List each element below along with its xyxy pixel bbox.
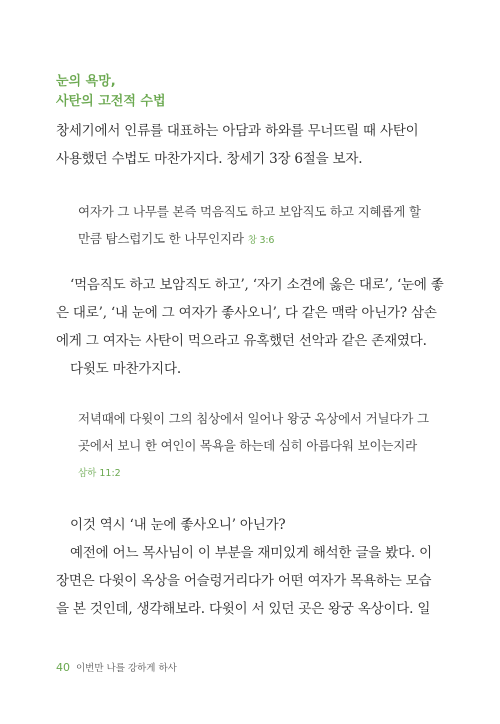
paragraph-2	[56, 271, 446, 383]
paragraph-line: 은 대로’, ‘내 눈에 그 여자가 좋사오니’, 다 같은 맥락 아닌가? 삼손	[56, 305, 437, 321]
paragraph-line: ‘먹음직도 하고 보암직도 하고’, ‘자기 소견에 옳은 대로’, ‘눈에 좋	[70, 277, 444, 293]
paragraph-line: 이것 역시 ‘내 눈에 좋사오니’ 아닌가?	[70, 517, 286, 533]
page-footer	[56, 660, 177, 674]
paragraph-line: 다윗도 마찬가지다.	[70, 361, 181, 377]
paragraph-line: 예전에 어느 목사님이 이 부분을 재미있게 해석한 글을 봤다. 이	[70, 545, 432, 561]
heading-line-1: 눈의 욕망,	[56, 74, 116, 89]
quote-line: 곳에서 보니 한 여인이 목욕을 하는데 심히 아름다워 보이는지라	[78, 438, 417, 453]
paragraph-line: 사용했던 수법도 마찬가지다. 창세기 3장 6절을 보자.	[56, 151, 363, 167]
running-title: 이번만 나를 강하게 하사	[76, 663, 177, 674]
paragraph-line: 창세기에서 인류를 대표하는 아담과 하와를 무너뜨릴 때 사탄이	[56, 123, 419, 139]
section-heading	[56, 72, 166, 112]
paragraph-line: 에게 그 여자는 사탄이 먹으라고 유혹했던 선악과 같은 존재였다.	[56, 333, 427, 349]
page-number: 40	[56, 661, 70, 674]
scripture-quote-2	[78, 405, 440, 459]
quote-line	[78, 225, 440, 254]
quote-line: 저녁때에 다윗이 그의 침상에서 일어나 왕궁 옥상에서 거닐다가 그	[78, 411, 429, 426]
scripture-reference: 창 3:6	[247, 235, 275, 246]
paragraph-1	[56, 117, 446, 173]
heading-line-2: 사탄의 고전적 수법	[56, 94, 166, 109]
paragraph-line: 장면은 다윗이 옥상을 어슬렁거리다가 어떤 여자가 목욕하는 모습	[56, 573, 432, 589]
quote-line-text: 만큼 탐스럽기도 한 나무인지라	[78, 231, 244, 246]
scripture-reference: 삼하 11:2	[78, 468, 121, 479]
paragraph-3	[56, 511, 446, 623]
scripture-quote-1	[78, 198, 440, 254]
paragraph-line: 을 본 것인데, 생각해보라. 다윗이 서 있던 곳은 왕궁 옥상이다. 일	[56, 601, 431, 617]
quote-line: 여자가 그 나무를 본즉 먹음직도 하고 보암직도 하고 지혜롭게 할	[78, 204, 421, 219]
